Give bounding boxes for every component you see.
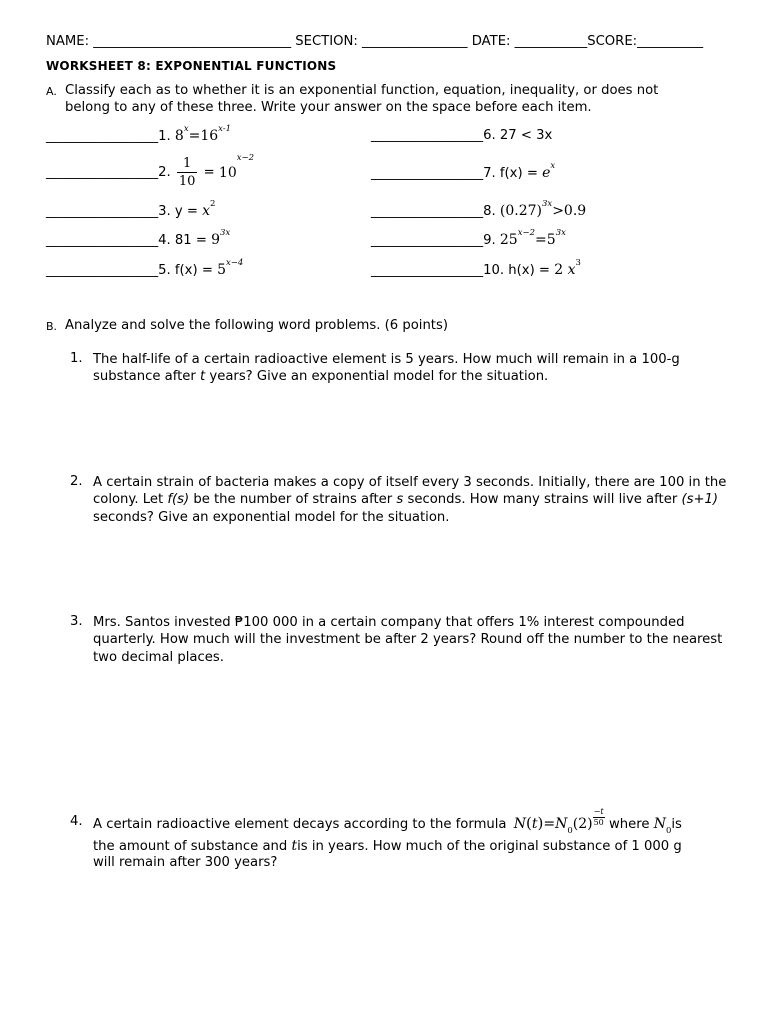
item-10-expression: 2 $x^3$	[554, 258, 581, 278]
decay-formula: $N(t)=N_0(2)$ $\frac{-t}{50}$	[513, 807, 604, 836]
header-line	[46, 34, 703, 49]
item-7-power: $e^x$	[542, 161, 556, 181]
question-3-text: Mrs. Santos invested ₱100 000 in a certain company that offers 1% interest compounded quarterly. How much will the investment be after 2 years? Round off the number to the nearest two decimal places.	[93, 615, 723, 665]
item-number: 6.	[483, 128, 496, 143]
item-10: _________________10. h(x) = 2 $x^3$	[371, 258, 581, 278]
answer-blank[interactable]: _________________	[371, 233, 484, 248]
item-number: 2.	[158, 165, 171, 180]
item-6	[371, 128, 552, 143]
item-number: 10.	[483, 263, 505, 278]
item-4-power: $9^{3x}$	[211, 228, 231, 248]
item-5: _________________5. $f(x) = 5^{x-4}$	[46, 258, 244, 278]
part-a-letter: A.	[46, 85, 57, 98]
item-6-expression: 27 < 3x	[499, 128, 553, 143]
question-4-line3: will remain after 300 years?	[93, 855, 278, 870]
item-9	[371, 228, 566, 248]
answer-blank[interactable]: _________________	[46, 204, 159, 219]
date-label: DATE:	[471, 34, 511, 49]
question-1-text: The half-life of a certain radioactive element is 5 years. How much will remain in a 100-g substance after t years? Give an exponential model for the situation.	[93, 352, 680, 385]
item-number: 1.	[158, 129, 171, 144]
answer-blank[interactable]: _________________	[371, 263, 484, 278]
question-4-line2: the amount of substance and tis in years. How much of the original substance of 1 000 g	[93, 838, 682, 854]
item-2-fraction: $\frac{1}{10}$	[178, 156, 196, 189]
item-8	[371, 199, 587, 219]
item-number: 3.	[158, 204, 171, 219]
worksheet-title: WORKSHEET 8: EXPONENTIAL FUNCTIONS	[46, 59, 337, 73]
item-8-expression: $(0.27)^{3x}>0.9$	[499, 199, 587, 219]
score-label: SCORE:	[587, 34, 638, 49]
answer-blank[interactable]: _________________	[46, 263, 159, 278]
item-2-power: $10^{x-2}$	[218, 153, 255, 181]
section-field[interactable]: ________________	[362, 34, 468, 49]
date-field[interactable]: ___________	[514, 34, 588, 49]
item-number: 5.	[158, 263, 171, 278]
question-2-text: A certain strain of bacteria makes a copy of itself every 3 seconds. Initially, there are 100 in the colony. Let f(s) be the number of strains after s seconds. How many strains will live after (s+1) seconds? Give an exponential model for the situation.	[93, 475, 727, 525]
part-b-letter: B.	[46, 320, 58, 333]
name-label: NAME:	[46, 34, 90, 49]
item-1-expression: $8^x=16^{x-1}$	[174, 124, 232, 144]
item-2: _________________2. $\frac{1}{10}$ = $10^{x-2}$	[46, 153, 255, 189]
item-number: 8.	[483, 204, 496, 219]
part-a-instruction-line2: belong to any of these three. Write your answer on the space before each item.	[65, 100, 592, 115]
answer-blank[interactable]: _________________	[46, 233, 159, 248]
part-b-instruction: Analyze and solve the following word problems. (6 points)	[65, 318, 448, 333]
answer-blank[interactable]: _________________	[371, 128, 484, 143]
item-1	[46, 124, 232, 144]
question-1-number: 1.	[70, 351, 83, 366]
question-2-number: 2.	[70, 474, 83, 489]
score-field[interactable]: __________	[637, 34, 704, 49]
item-3: _________________3. $y = x^2$	[46, 199, 216, 219]
item-number: 7.	[483, 166, 496, 181]
item-4: _________________4. $81 = 9^{3x}$	[46, 228, 231, 248]
item-3-power: $x^2$	[202, 199, 216, 219]
section-label: SECTION:	[295, 34, 358, 49]
question-3-number: 3.	[70, 614, 83, 629]
item-5-power: $5^{x-4}$	[217, 258, 244, 278]
item-7: _________________7. $f(x) = e^x$	[371, 161, 556, 181]
question-4-number: 4.	[70, 814, 83, 829]
name-field[interactable]: ______________________________	[93, 34, 292, 49]
item-9-expression: $25^{x-2}=5^{3x}$	[499, 228, 566, 248]
answer-blank[interactable]: _________________	[371, 166, 484, 181]
question-4-line1: A certain radioactive element decays according to the formula $N(t)=N_0(2)$ $\frac{-t}{50}$ where $N_0is$	[93, 807, 682, 836]
item-number: 4.	[158, 233, 171, 248]
answer-blank[interactable]: _________________	[46, 165, 159, 180]
answer-blank[interactable]: _________________	[371, 204, 484, 219]
item-number: 9.	[483, 233, 496, 248]
answer-blank[interactable]: _________________	[46, 129, 159, 144]
part-a-instruction-line1: Classify each as to whether it is an exponential function, equation, inequality, or does not	[65, 83, 659, 98]
